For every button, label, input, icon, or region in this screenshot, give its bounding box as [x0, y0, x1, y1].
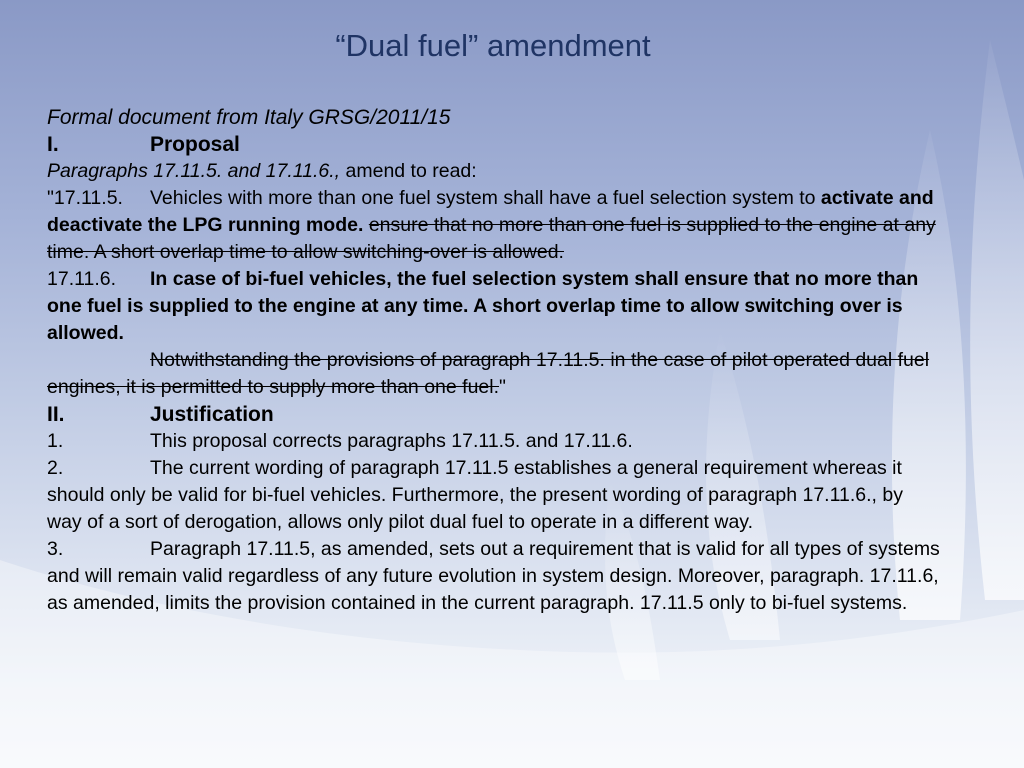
justification-item	[47, 455, 942, 536]
proposal-intro	[47, 158, 942, 185]
slide-body	[47, 104, 942, 617]
item-label: 3.	[47, 538, 64, 560]
subtitle: Formal document from Italy GRSG/2011/15	[47, 106, 451, 129]
justification-item	[47, 428, 942, 455]
item-text: This proposal corrects paragraphs 17.11.5. and 17.11.6.	[150, 430, 633, 452]
paragraph-17-11-5	[47, 185, 942, 266]
item-label: 1.	[47, 430, 64, 452]
slide-title: “Dual fuel” amendment	[335, 28, 651, 63]
paragraph-deleted	[47, 347, 942, 401]
paragraph-struck-text: ensure that no more than one fuel is supplied to the engine at any time. A short overlap time to allow switching-over is allowed.	[47, 214, 936, 263]
proposal-intro-rest: amend to read:	[340, 160, 477, 182]
paragraph-label: 17.11.6.	[47, 268, 117, 290]
item-text: The current wording of paragraph 17.11.5 establishes a general requirement whereas it should only be valid for bi-fuel vehicles. Furthermore, the present wording of paragraph 17.11.6., by way of a sort of derogation, allows only pilot dual fuel to operate in a different way.	[47, 457, 903, 533]
paragraph-text: Vehicles with more than one fuel system shall have a fuel selection system to	[150, 187, 821, 209]
proposal-heading	[47, 131, 942, 158]
closing-quote: "	[499, 376, 506, 398]
item-text: Paragraph 17.11.5, as amended, sets out a requirement that is valid for all types of systems and will remain valid regardless of any future evolution in system design. Moreover, paragraph. 17.11.6, as amended, limits the provision contained in the current paragraph. 17.11.5 only to bi-fuel systems.	[47, 538, 940, 614]
item-label: 2.	[47, 457, 64, 479]
proposal-number: I.	[47, 133, 59, 156]
justification-heading-text: Justification	[150, 403, 274, 426]
justification-item	[47, 536, 942, 617]
proposal-intro-italic: Paragraphs 17.11.5. and 17.11.6.,	[47, 160, 341, 182]
paragraph-label: "17.11.5.	[47, 187, 123, 209]
paragraph-bold-insert: activate and deactivate the LPG running mode.	[47, 187, 934, 236]
justification-heading	[47, 401, 942, 428]
paragraph-17-11-6	[47, 266, 942, 347]
paragraph-struck-text: Notwithstanding the provisions of paragraph 17.11.5. in the case of pilot operated dual fuel engines, it is permitted to supply more than one fuel.	[47, 349, 930, 398]
justification-number: II.	[47, 403, 65, 426]
proposal-heading-text: Proposal	[150, 133, 240, 156]
paragraph-bold-insert: In case of bi-fuel vehicles, the fuel selection system shall ensure that no more than one fuel is supplied to the engine at any time. A short overlap time to allow switching over is allowed.	[47, 268, 919, 344]
